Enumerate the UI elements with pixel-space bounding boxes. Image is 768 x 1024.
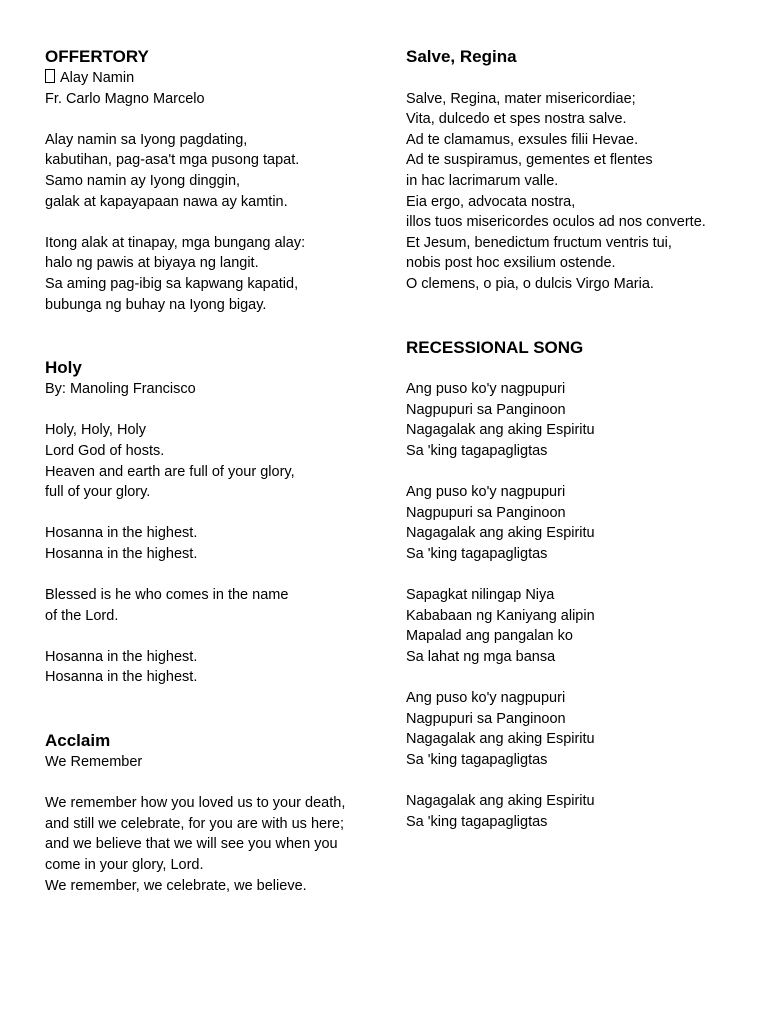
lyric-line: Alay namin sa Iyong pagdating,	[45, 131, 248, 148]
lyric-line: Sa 'king tagapagligtas	[406, 442, 548, 459]
left-column	[45, 46, 385, 896]
lyric-line: Ang puso ko'y nagpupuri	[406, 484, 566, 501]
lyric-line: Hosanna in the highest.	[45, 545, 198, 562]
lyric-line: Et Jesum, benedictum fructum ventris tui,	[406, 234, 672, 251]
lyric-line: Nagagalak ang aking Espiritu	[406, 731, 595, 748]
lyric-line: bubunga ng buhay na Iyong bigay.	[45, 296, 267, 313]
lyric-line: Ang puso ko'y nagpupuri	[406, 381, 566, 398]
lyric-line: Heaven and earth are full of your glory,	[45, 463, 295, 480]
section-heading: Acclaim	[45, 731, 111, 751]
lyrics-stanza	[45, 523, 385, 564]
lyric-line: in hac lacrimarum valle.	[406, 172, 559, 189]
lyric-line: Eia ergo, advocata nostra,	[406, 193, 576, 210]
lyric-line: Itong alak at tinapay, mga bungang alay:	[45, 234, 306, 251]
lyric-line: Hosanna in the highest.	[45, 669, 198, 686]
section-heading: Holy	[45, 358, 82, 378]
lyrics-stanza	[406, 791, 756, 832]
lyric-line: Ang puso ko'y nagpupuri	[406, 690, 566, 707]
lyrics-stanza	[406, 482, 756, 564]
holy-section	[45, 357, 385, 688]
lyrics-stanza	[45, 233, 385, 315]
lyric-line: Nagagalak ang aking Espiritu	[406, 525, 595, 542]
lyric-line: kabutihan, pag-asa't mga pusong tapat.	[45, 152, 300, 169]
lyrics-stanza	[406, 688, 756, 770]
lyric-line: full of your glory.	[45, 484, 151, 501]
lyric-line: Sa 'king tagapagligtas	[406, 545, 548, 562]
song-title: We Remember	[45, 754, 143, 771]
lyric-line: Sa aming pag-ibig sa kapwang kapatid,	[45, 275, 299, 292]
right-column	[406, 46, 756, 832]
lyrics-stanza	[406, 379, 756, 461]
lyric-line: Vita, dulcedo et spes nostra salve.	[406, 111, 627, 128]
lyrics-stanza	[45, 647, 385, 688]
lyric-line: Samo namin ay Iyong dinggin,	[45, 172, 241, 189]
section-heading: OFFERTORY	[45, 47, 149, 66]
lyric-line: come in your glory, Lord.	[45, 857, 204, 873]
lyric-line: nobis post hoc exsilium ostende.	[406, 255, 616, 272]
lyrics-stanza	[45, 793, 385, 896]
lyric-line: Blessed is he who comes in the name	[45, 587, 289, 604]
lyric-line: Ad te clamamus, exsules filii Hevae.	[406, 131, 639, 148]
lyric-line: Hosanna in the highest.	[45, 525, 198, 542]
lyric-line: Salve, Regina, mater misericordiae;	[406, 90, 636, 107]
lyric-line: Mapalad ang pangalan ko	[406, 628, 573, 645]
lyric-line: halo ng pawis at biyaya ng langit.	[45, 255, 259, 272]
lyrics-stanza	[45, 130, 385, 212]
lyric-line: We remember, we celebrate, we believe.	[45, 877, 307, 894]
lyrics-stanza	[406, 585, 756, 667]
lyric-line: Sa 'king tagapagligtas	[406, 813, 548, 830]
acclaim-section	[45, 730, 385, 896]
lyric-line: Lord God of hosts.	[45, 442, 165, 459]
song-author: By: Manoling Francisco	[45, 381, 196, 398]
lyrics-stanza	[45, 420, 385, 502]
lyric-line: and still we celebrate, for you are with us here;	[45, 815, 345, 832]
lyric-line: Nagpupuri sa Panginoon	[406, 710, 566, 727]
lyric-line: of the Lord.	[45, 607, 119, 624]
lyric-line: We remember how you loved us to your death,	[45, 795, 346, 812]
lyric-line: galak at kapayapaan nawa ay kamtin.	[45, 193, 288, 210]
lyric-line: Kababaan ng Kaniyang alipin	[406, 607, 595, 624]
lyrics-stanza	[406, 89, 756, 295]
missing-glyph-icon	[45, 69, 55, 83]
lyric-line: illos tuos misericordes oculos ad nos converte.	[406, 214, 706, 231]
lyric-line: Holy, Holy, Holy	[45, 422, 146, 439]
song-title: Alay Namin	[45, 68, 385, 89]
lyric-line: and we believe that we will see you when you	[45, 836, 338, 853]
lyric-line: O clemens, o pia, o dulcis Virgo Maria.	[406, 275, 654, 292]
lyric-line: Ad te suspiramus, gementes et flentes	[406, 152, 653, 169]
salve-regina-section	[406, 46, 756, 295]
lyric-line: Hosanna in the highest.	[45, 648, 198, 665]
lyrics-stanza	[45, 585, 385, 626]
lyric-line: Sa 'king tagapagligtas	[406, 751, 548, 768]
song-author: Fr. Carlo Magno Marcelo	[45, 90, 205, 107]
lyric-line: Sa lahat ng mga bansa	[406, 648, 556, 665]
lyric-line: Sapagkat nilingap Niya	[406, 587, 555, 604]
lyric-line: Nagpupuri sa Panginoon	[406, 401, 566, 418]
section-heading: RECESSIONAL SONG	[406, 337, 584, 357]
lyric-line: Nagagalak ang aking Espiritu	[406, 793, 595, 809]
offertory-section	[45, 46, 385, 315]
section-heading: Salve, Regina	[406, 47, 517, 66]
lyric-line: Nagpupuri sa Panginoon	[406, 504, 566, 521]
recessional-section	[406, 337, 756, 833]
lyric-line: Nagagalak ang aking Espiritu	[406, 422, 595, 439]
